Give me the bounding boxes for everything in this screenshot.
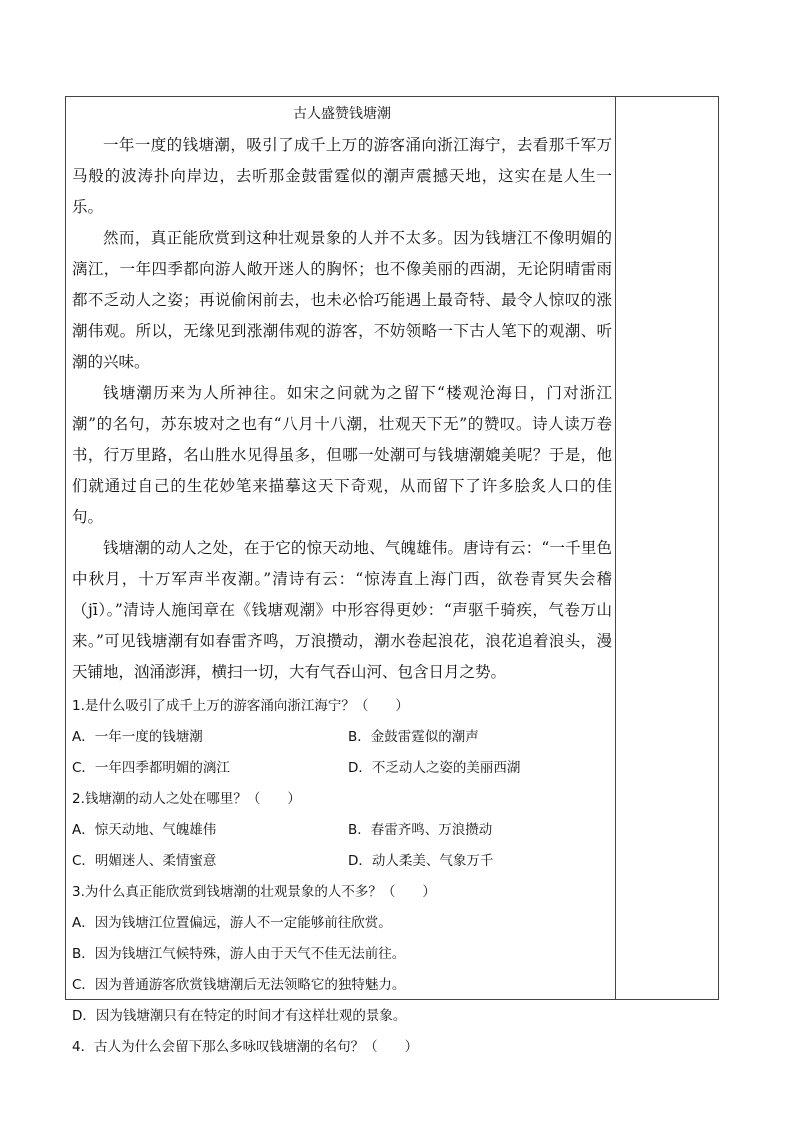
question-1-option-a[interactable]: A．一年一度的钱塘潮: [72, 729, 203, 745]
question-3-option-a[interactable]: A．因为钱塘江位置偏远，游人不一定能够前往欣赏。: [72, 915, 392, 931]
question-2-options-row-2: [72, 846, 612, 877]
question-1-option-d[interactable]: D．不乏动人之姿的美丽西湖: [348, 760, 521, 776]
question-3-option-c[interactable]: C．因为普通游客欣赏钱塘潮后无法领略它的独特魅力。: [72, 977, 406, 993]
article-paragraph-4: 钱塘潮的动人之处，在于它的惊天动地、气魄雄伟。唐诗有云：“一千里色中秋月，十万军声半夜潮。”清诗有云：“惊涛直上海门西，欲卷青冥失会稽（jī）。”清诗人施闰章在《钱塘观潮》中形容得更妙：“声驱千骑疾，气卷万山来。”可见钱塘潮有如春雷齐鸣，万浪攒动，潮水卷起浪花，浪花追着浪头，漫天铺地，汹涌澎湃，横扫一切，大有气吞山河、包含日月之势。: [72, 539, 612, 681]
question-3-option-d[interactable]: D．因为钱塘潮只有在特定的时间才有这样壮观的景象。: [72, 1008, 407, 1024]
question-3-stem: 3.为什么真正能欣赏到钱塘潮的壮观景象的人不多？（ ）: [72, 884, 436, 900]
question-4-stem: 4．古人为什么会留下那么多咏叹钱塘潮的名句？（ ）: [72, 1039, 419, 1055]
column-divider: [615, 96, 616, 1000]
question-1-option-b[interactable]: B．金鼓雷霆似的潮声: [348, 729, 479, 745]
main-cell: [72, 100, 612, 1063]
question-2-option-c[interactable]: C．明媚迷人、柔情蜜意: [72, 853, 217, 869]
article-paragraph-1: 一年一度的钱塘潮，吸引了成千上万的游客涌向浙江海宁，去看那千军万马般的波涛扑向岸边，去听那金鼓雷霆似的潮声震撼天地，这实在是人生一乐。: [72, 136, 612, 216]
question-2-option-d[interactable]: D．动人柔美、气象万千: [348, 853, 494, 869]
question-2-stem: 2.钱塘潮的动人之处在哪里？（ ）: [72, 791, 301, 807]
article-paragraph-3: 钱塘潮历来为人所神往。如宋之问就为之留下“楼观沧海日，门对浙江潮”的名句，苏东坡对之也有“八月十八潮，壮观天下无”的赞叹。诗人读万卷书，行万里路，名山胜水见得虽多，但哪一处潮可与钱塘潮媲美呢？于是，他们就通过自己的生花妙笔来描摹这天下奇观，从而留下了许多脍炙人口的佳句。: [72, 384, 612, 526]
question-2-options-row-1: [72, 815, 612, 846]
article-title: 古人盛赞钱塘潮: [293, 106, 391, 122]
question-3-option-b[interactable]: B．因为钱塘江气候特殊，游人由于天气不佳无法前往。: [72, 946, 406, 962]
question-2-option-a[interactable]: A．惊天动地、气魄雄伟: [72, 822, 217, 838]
article-paragraph-2: 然而，真正能欣赏到这种壮观景象的人并不太多。因为钱塘江不像明媚的漓江，一年四季都向游人敞开迷人的胸怀；也不像美丽的西湖，无论阴晴雷雨都不乏动人之姿；再说偷闲前去，也未必恰巧能遇上最奇特、最令人惊叹的涨潮伟观。所以，无缘见到涨潮伟观的游客，不妨领略一下古人笔下的观潮、听潮的兴味。: [72, 229, 612, 371]
question-1-stem: 1.是什么吸引了成千上万的游客涌向浙江海宁？（ ）: [72, 698, 409, 714]
question-1-options-row-1: [72, 722, 612, 753]
question-1-option-c[interactable]: C．一年四季都明媚的漓江: [72, 760, 230, 776]
question-1-options-row-2: [72, 753, 612, 784]
question-2-option-b[interactable]: B．春雷齐鸣、万浪攒动: [348, 822, 493, 838]
